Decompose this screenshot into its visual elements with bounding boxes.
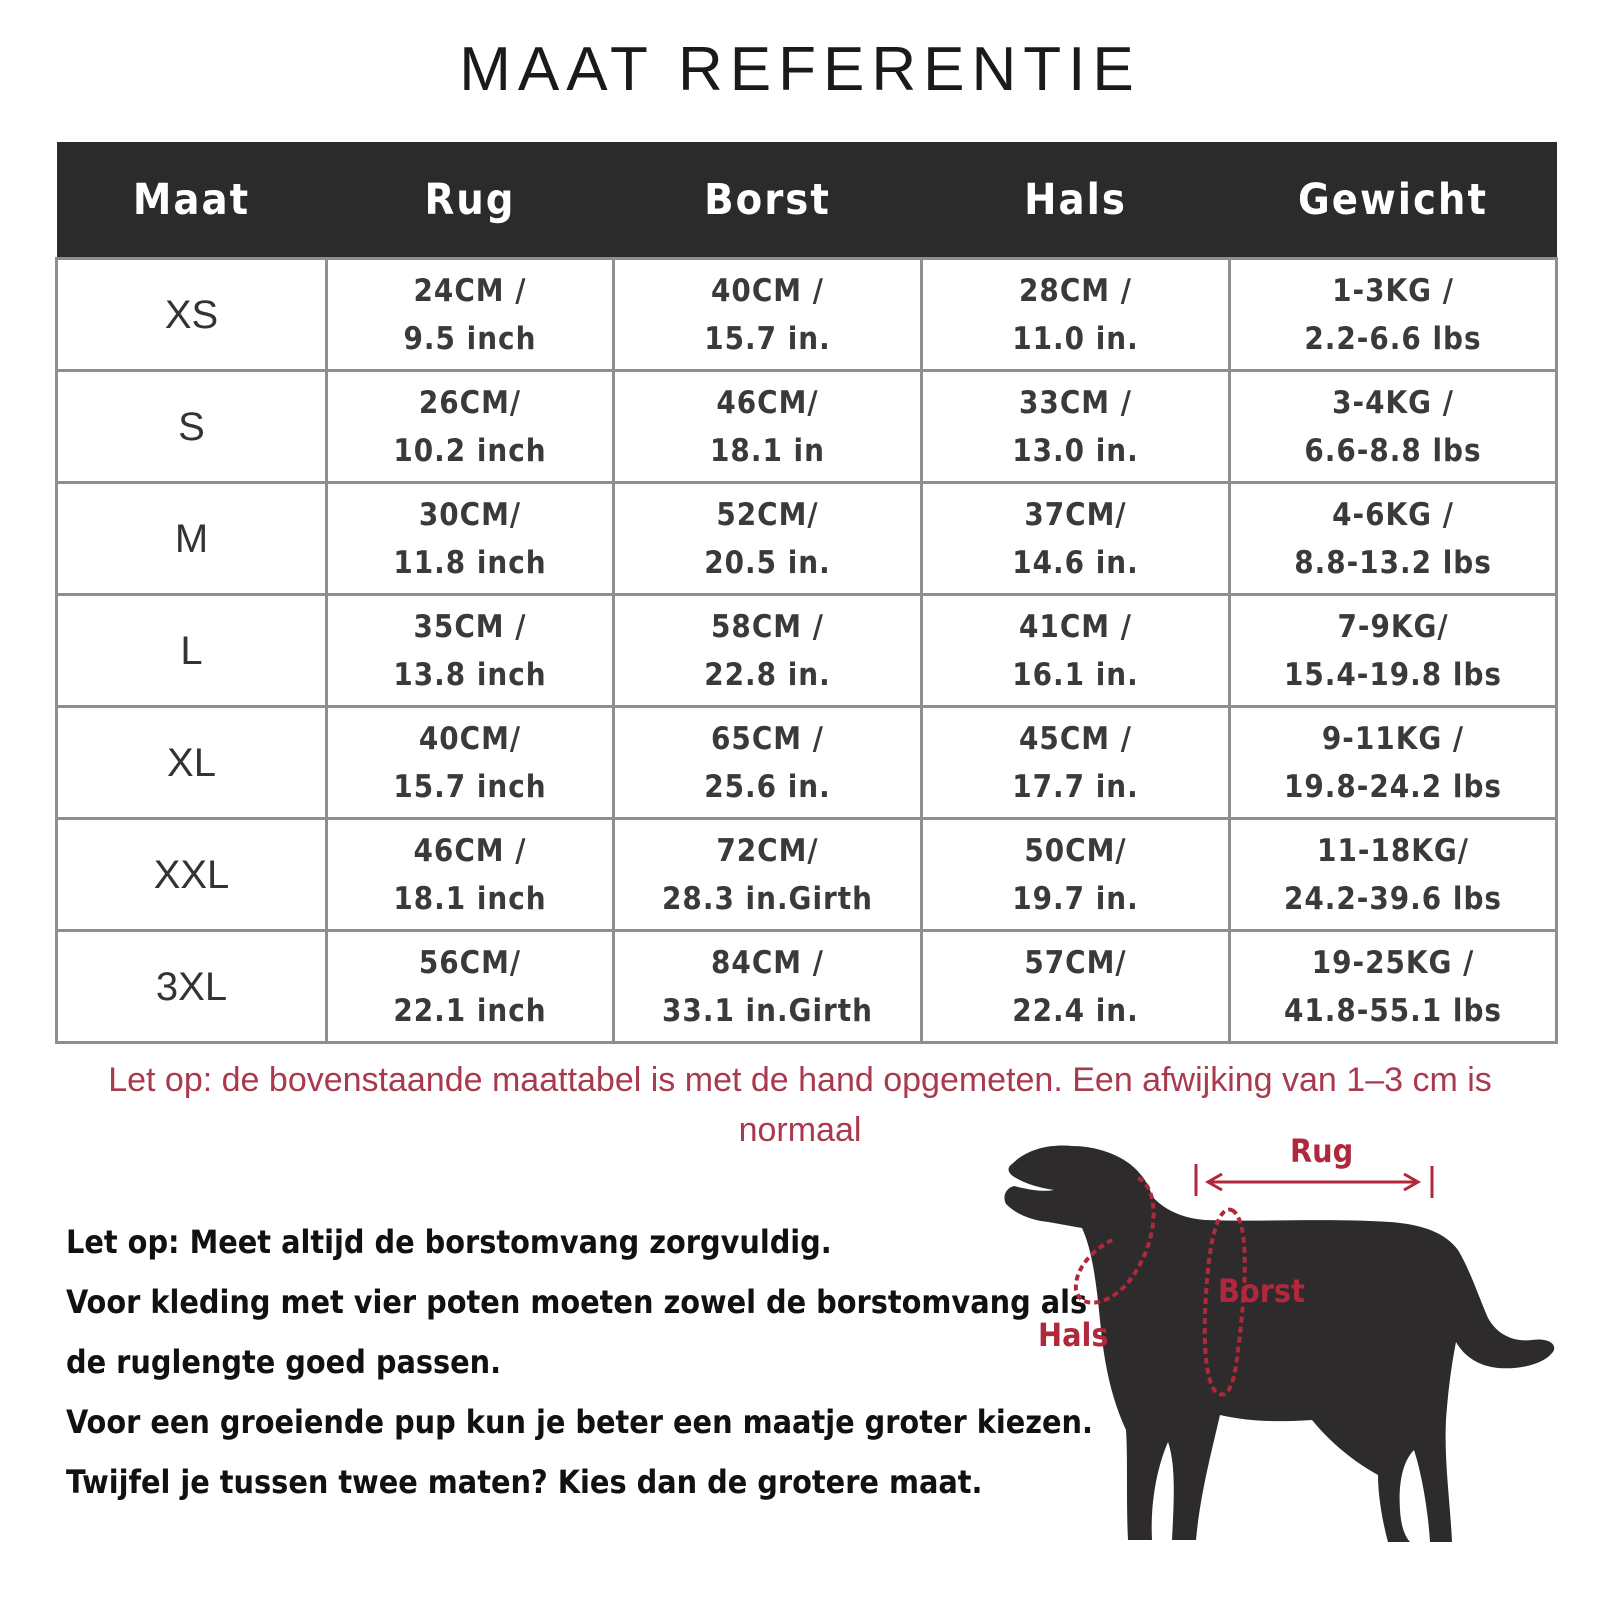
cell-line: 72CM/ xyxy=(716,832,819,869)
gewicht-cell xyxy=(1230,819,1557,931)
rug-cell xyxy=(327,371,614,483)
label-rug: Rug xyxy=(1290,1132,1354,1170)
header-gewicht: Gewicht xyxy=(1230,142,1557,259)
cell-line: 7-9KG/ xyxy=(1337,608,1449,645)
hals-cell xyxy=(922,931,1230,1043)
hals-cell xyxy=(922,707,1230,819)
cell-line: 30CM/ xyxy=(418,496,522,533)
size-cell: XL xyxy=(57,707,327,819)
hals-cell xyxy=(922,483,1230,595)
borst-cell xyxy=(614,931,922,1043)
cell-line: 41.8-55.1 lbs xyxy=(1283,992,1503,1029)
cell-line: 11.8 inch xyxy=(393,544,547,581)
header-rug: Rug xyxy=(327,142,614,259)
cell-line: 33CM / xyxy=(1019,384,1132,421)
measurement-note: Let op: de bovenstaande maattabel is met de hand opgemeten. Een afwijking van 1–3 cm is normaal xyxy=(108,1061,1492,1149)
gewicht-cell xyxy=(1230,595,1557,707)
size-cell: 3XL xyxy=(57,931,327,1043)
dog-measurement-diagram xyxy=(1000,1130,1580,1550)
cell-line: 41CM / xyxy=(1019,608,1132,645)
gewicht-cell xyxy=(1230,707,1557,819)
cell-line: 13.8 inch xyxy=(393,656,547,693)
cell-line: 4-6KG / xyxy=(1332,496,1454,533)
size-cell: S xyxy=(57,371,327,483)
table-row xyxy=(57,819,1557,931)
borst-cell xyxy=(614,259,922,371)
rug-cell xyxy=(327,483,614,595)
hals-cell xyxy=(922,819,1230,931)
rug-cell xyxy=(327,595,614,707)
hals-cell xyxy=(922,371,1230,483)
cell-line: 22.8 in. xyxy=(704,656,831,693)
cell-line: 9.5 inch xyxy=(403,320,537,357)
cell-line: 16.1 in. xyxy=(1012,656,1139,693)
gewicht-cell xyxy=(1230,259,1557,371)
gewicht-cell xyxy=(1230,931,1557,1043)
cell-line: 19.7 in. xyxy=(1012,880,1139,917)
cell-line: 35CM / xyxy=(413,608,527,645)
cell-line: 22.1 inch xyxy=(393,992,547,1029)
cell-line: 1-3KG / xyxy=(1332,272,1454,309)
cell-line: 13.0 in. xyxy=(1012,432,1139,469)
advice-line: Let op: Meet altijd de borstomvang zorgvuldig. xyxy=(66,1223,832,1261)
size-table xyxy=(55,142,1558,1044)
cell-line: 18.1 inch xyxy=(393,880,547,917)
size-cell: XS xyxy=(57,259,327,371)
cell-line: 37CM/ xyxy=(1024,496,1127,533)
rug-cell xyxy=(327,819,614,931)
advice-line: Twijfel je tussen twee maten? Kies dan de grotere maat. xyxy=(66,1463,983,1501)
cell-line: 15.7 in. xyxy=(704,320,831,357)
cell-line: 40CM / xyxy=(711,272,824,309)
cell-line: 15.4-19.8 lbs xyxy=(1283,656,1503,693)
cell-line: 46CM / xyxy=(413,832,527,869)
cell-line: 14.6 in. xyxy=(1012,544,1139,581)
cell-line: 52CM/ xyxy=(716,496,819,533)
label-hals: Hals xyxy=(1038,1316,1109,1354)
rug-cell xyxy=(327,259,614,371)
cell-line: 3-4KG / xyxy=(1332,384,1454,421)
cell-line: 15.7 inch xyxy=(393,768,547,805)
cell-line: 22.4 in. xyxy=(1012,992,1139,1029)
label-borst: Borst xyxy=(1218,1272,1305,1310)
advice-line: Voor kleding met vier poten moeten zowel de borstomvang als xyxy=(66,1283,1088,1321)
cell-line: 20.5 in. xyxy=(704,544,831,581)
cell-line: 19.8-24.2 lbs xyxy=(1283,768,1503,805)
cell-line: 6.6-8.8 lbs xyxy=(1304,432,1482,469)
cell-line: 17.7 in. xyxy=(1012,768,1139,805)
table-row xyxy=(57,259,1557,371)
cell-line: 24CM / xyxy=(413,272,527,309)
cell-line: 33.1 in.Girth xyxy=(662,992,873,1029)
table-row xyxy=(57,931,1557,1043)
cell-line: 2.2-6.6 lbs xyxy=(1304,320,1482,357)
cell-line: 45CM / xyxy=(1019,720,1132,757)
rug-cell xyxy=(327,931,614,1043)
cell-line: 10.2 inch xyxy=(393,432,547,469)
hals-cell xyxy=(922,259,1230,371)
cell-line: 58CM / xyxy=(711,608,824,645)
cell-line: 8.8-13.2 lbs xyxy=(1294,544,1492,581)
table-row xyxy=(57,595,1557,707)
advice-line: Voor een groeiende pup kun je beter een maatje groter kiezen. xyxy=(66,1403,1093,1441)
cell-line: 28CM / xyxy=(1019,272,1132,309)
header-maat: Maat xyxy=(57,142,327,259)
size-cell: XXL xyxy=(57,819,327,931)
header-hals: Hals xyxy=(922,142,1230,259)
cell-line: 24.2-39.6 lbs xyxy=(1283,880,1503,917)
cell-line: 57CM/ xyxy=(1024,944,1127,981)
table-row xyxy=(57,483,1557,595)
header-borst: Borst xyxy=(614,142,922,259)
size-cell: M xyxy=(57,483,327,595)
size-cell: L xyxy=(57,595,327,707)
cell-line: 40CM/ xyxy=(418,720,522,757)
cell-line: 50CM/ xyxy=(1024,832,1127,869)
hals-cell xyxy=(922,595,1230,707)
borst-cell xyxy=(614,483,922,595)
rug-cell xyxy=(327,707,614,819)
borst-cell xyxy=(614,707,922,819)
cell-line: 84CM / xyxy=(711,944,824,981)
table-row xyxy=(57,371,1557,483)
table-row xyxy=(57,707,1557,819)
page-title: MAAT REFERENTIE xyxy=(459,35,1141,104)
cell-line: 26CM/ xyxy=(418,384,522,421)
gewicht-cell xyxy=(1230,483,1557,595)
table-header-row xyxy=(57,142,1557,259)
advice-line: de ruglengte goed passen. xyxy=(66,1343,502,1381)
borst-cell xyxy=(614,595,922,707)
cell-line: 28.3 in.Girth xyxy=(662,880,873,917)
cell-line: 11.0 in. xyxy=(1012,320,1139,357)
cell-line: 19-25KG / xyxy=(1311,944,1475,981)
cell-line: 56CM/ xyxy=(418,944,522,981)
borst-cell xyxy=(614,819,922,931)
cell-line: 18.1 in xyxy=(710,432,825,469)
cell-line: 11-18KG/ xyxy=(1317,832,1469,869)
cell-line: 9-11KG / xyxy=(1321,720,1465,757)
borst-cell xyxy=(614,371,922,483)
cell-line: 46CM/ xyxy=(716,384,819,421)
cell-line: 65CM / xyxy=(711,720,824,757)
gewicht-cell xyxy=(1230,371,1557,483)
cell-line: 25.6 in. xyxy=(704,768,831,805)
